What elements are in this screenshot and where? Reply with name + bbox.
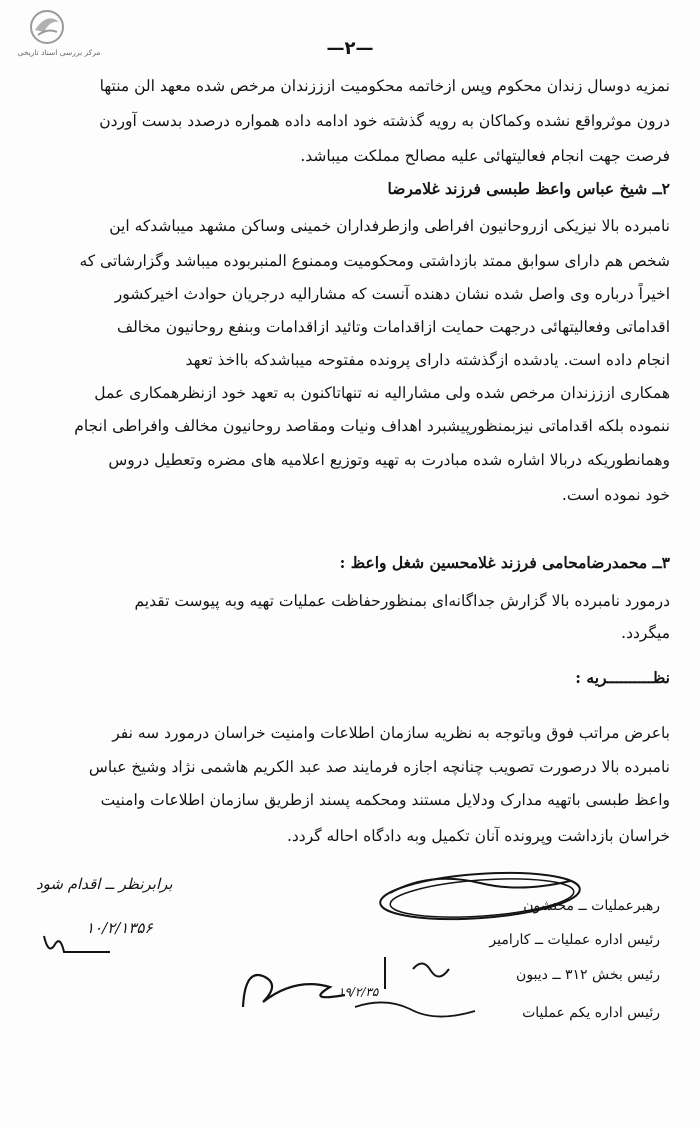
section-2-heading: ۲ــ شیخ عباس واعظ طبسی فرزند غلامرضا [387, 179, 670, 198]
handwritten-signature-icon [235, 947, 495, 1037]
handwritten-date: ۱۰/۲/۱۳۵۶ [86, 919, 153, 937]
body-line-7: اخیراً درباره وی واصل شده نشان دهنده آنست که مشارالیه درجریان حوادث اخیرکشور [114, 285, 670, 303]
body-line-13: خود نموده است. [561, 486, 670, 504]
oval-signature-icon [370, 863, 590, 933]
watermark-text: مرکز بررسی اسناد تاریخی [17, 48, 101, 57]
signature-line-3: رئیس بخش ۳۱۲ ــ دیبون [516, 967, 660, 983]
body-line-9: انجام داده است. یادشده ازگذشته دارای پرونده مفتوحه میباشدکه بااخذ تعهد [185, 351, 670, 369]
signature-line-4: رئیس اداره یکم عملیات [522, 1005, 660, 1021]
body-line-11: ننموده بلکه اقداماتی نیزبمنظورپیشبرد اهداف ونیات ومقاصد روحانیون مخالف وافراطی انجام [74, 417, 670, 435]
handwritten-signature-date: ۱۹/۲/۳۵ [338, 985, 379, 999]
signature-block [0, 855, 700, 1055]
body-line-8: اقداماتی وفعالیتهائی درجهت حمایت ازاقدامات وتائید ازاقدامات وبنفع روحانیون مخالف [117, 318, 670, 336]
opinion-heading: نظــــــــــریه : [575, 668, 670, 687]
signature-line-2: رئیس اداره عملیات ــ کارامیر [489, 932, 660, 948]
body-line-18: باعرض مراتب فوق وباتوجه به نظریه سازمان اطلاعات وامنیت خراسان درمورد سه نفر [112, 724, 670, 742]
body-line-10: همکاری ازززندان مرخص شده ولی مشارالیه نه تنهاتاکنون به تعهد خود ازنظرهمکاری عمل [94, 384, 670, 402]
body-line-6: شخص هم دارای سوابق ممتد بازداشتی ومحکومیت وممنوع المنبربوده میباشد وگزارشاتی که [79, 252, 670, 270]
handwritten-note: برابرنظر ــ اقدام شود [36, 875, 173, 893]
body-line-12: وهمانطوریکه دربالا اشاره شده مبادرت به تهیه وتوزیع اعلامیه های مضره وتعطیل دروس [108, 451, 670, 469]
body-line-15: درمورد نامبرده بالا گزارش جداگانه‌ای بمنظورحفاظت عملیات تهیه وبه پیوست تقدیم [134, 592, 670, 610]
body-line-1: نمزیه دوسال زندان محکوم وپس ازخاتمه محکومیت ازززندان مرخص شده معهد الن منتها [99, 77, 670, 95]
body-line-5: نامبرده بالا نیزیکی ازروحانیون افراطی وازطرفداران خمینی وساکن مشهد میباشدکه این [109, 217, 670, 235]
body-line-21: خراسان بازداشت وپرونده آنان تکمیل وبه دادگاه احاله گردد. [286, 827, 670, 845]
body-line-20: واعظ طبسی باتهیه مدارک ودلایل مستند ومحکمه پسند ازطریق سازمان اطلاعات وامنیت [100, 791, 670, 809]
body-line-16: میگردد. [621, 624, 670, 642]
page-number: —۲— [326, 38, 374, 59]
body-line-19: نامبرده بالا درصورت تصویب چنانچه اجازه فرمایند صد عبد الکریم هاشمی نژاد وشیخ عباس [88, 758, 670, 776]
body-line-3: فرصت جهت انجام فعالیتهائی علیه مصالح مملکت میباشد. [300, 147, 670, 165]
initials-scribble-icon [40, 930, 120, 960]
body-line-2: درون موثرواقع نشده وکماکان به رویه گذشته خود ادامه داده همواره درصدد بدست آوردن [99, 112, 670, 130]
signature-line-1: رهبرعملیات ــ محتشون [523, 898, 660, 914]
section-3-heading: ۳ــ محمدرضامحامی فرزند غلامحسین شغل واعظ : [339, 553, 670, 572]
